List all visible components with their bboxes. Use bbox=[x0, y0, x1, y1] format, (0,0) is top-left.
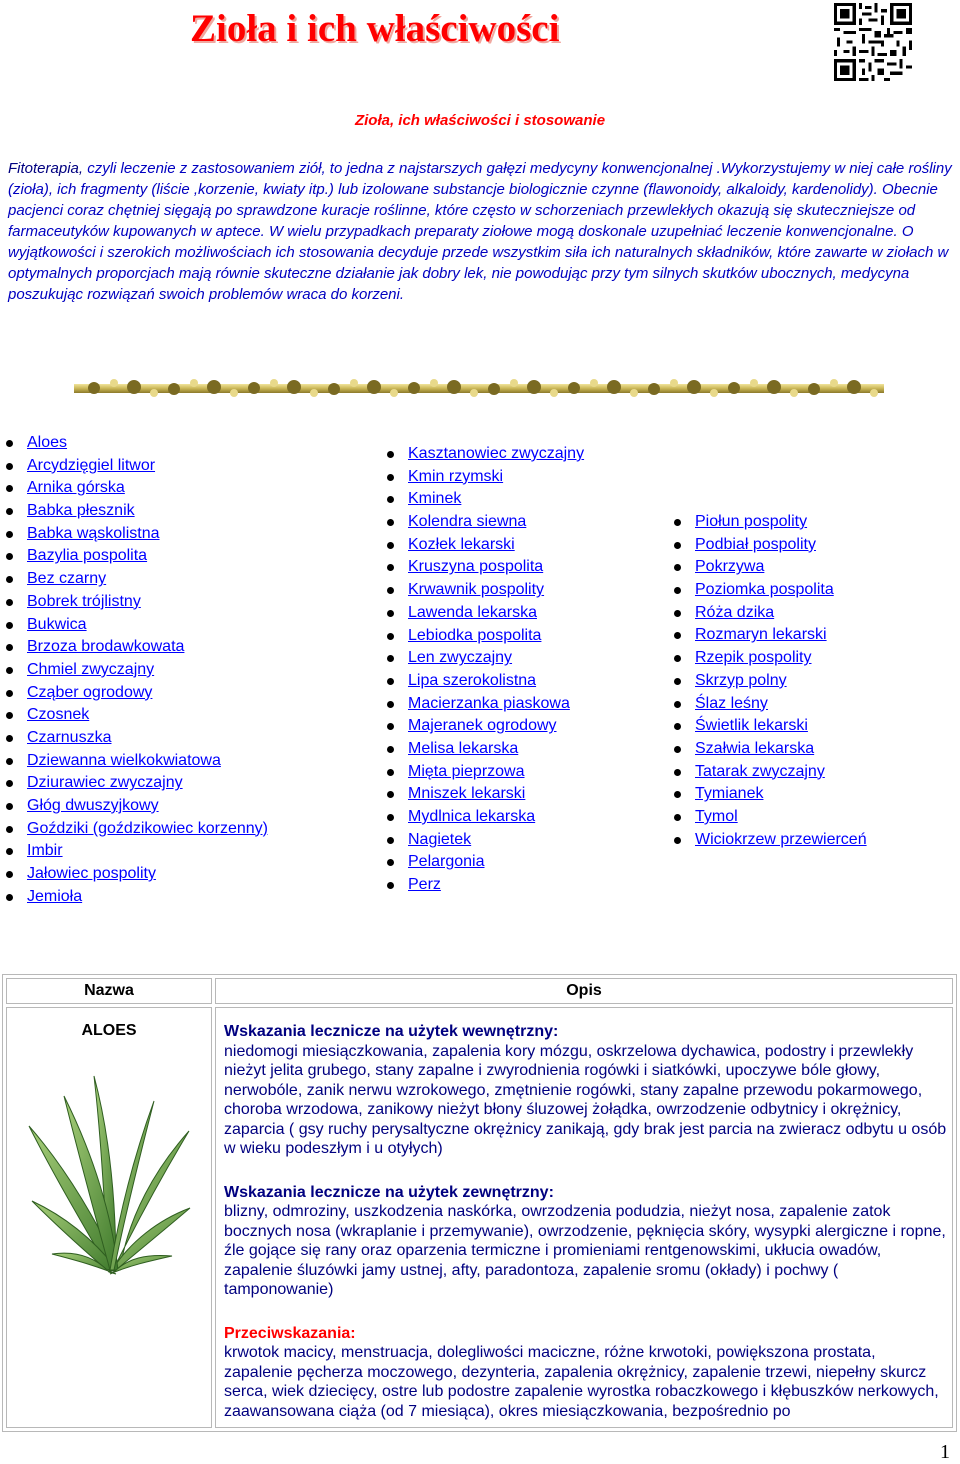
list-item bbox=[383, 625, 584, 648]
herb-link[interactable]: Babka wąskolistna bbox=[27, 524, 160, 542]
herb-link[interactable]: Macierzanka piaskowa bbox=[408, 694, 570, 712]
list-item bbox=[2, 477, 268, 500]
herb-link[interactable]: Tymianek bbox=[695, 785, 764, 803]
list-item bbox=[2, 455, 268, 478]
aloe-plant-image bbox=[24, 1056, 194, 1286]
herb-link[interactable]: Świetlik lekarski bbox=[695, 717, 808, 735]
contraindications-text: krwotok macicy, menstruacja, dolegliwości maciczne, różne krwotoki, powiększona prostata, zapalenie pęcherza moczowego, dezynteria, zapalenia okrężnicy, zapalenie trzewi, niepełny skurcz serca, wiek dziecięcy, ostre lub podostre zapalenie wyrostka robaczkowego i kłębuszków nerkowych, zaawansowana ciąża (od 7 miesiąca), okres miesiączkowania, bezpośrednio po bbox=[224, 1344, 939, 1420]
herb-link[interactable]: Chmiel zwyczajny bbox=[27, 660, 155, 678]
list-item bbox=[383, 738, 584, 761]
herb-link[interactable]: Jałowiec pospolity bbox=[27, 865, 156, 883]
herb-description-cell bbox=[215, 1007, 953, 1428]
list-item bbox=[2, 682, 268, 705]
herb-link[interactable]: Bukwica bbox=[27, 615, 87, 633]
herb-link[interactable]: Kolendra siewna bbox=[408, 513, 527, 531]
herb-link[interactable]: Cząber ogrodowy bbox=[27, 683, 153, 701]
list-item bbox=[2, 500, 268, 523]
list-item bbox=[2, 704, 268, 727]
list-item bbox=[2, 545, 268, 568]
herb-link[interactable]: Podbiał pospolity bbox=[695, 535, 816, 553]
herb-link[interactable]: Pokrzywa bbox=[695, 558, 765, 576]
herb-link[interactable]: Len zwyczajny bbox=[408, 649, 513, 667]
page-title: Zioła i ich właściwości bbox=[190, 7, 560, 50]
herb-link[interactable]: Kozłek lekarski bbox=[408, 535, 515, 553]
herb-link[interactable]: Głóg dwuszyjkowy bbox=[27, 797, 159, 814]
herb-link[interactable]: Arnika górska bbox=[27, 479, 125, 497]
herb-name-cell bbox=[6, 1007, 212, 1428]
list-item bbox=[383, 511, 584, 534]
herb-link[interactable]: Krwawnik pospolity bbox=[408, 581, 545, 599]
list-item bbox=[2, 750, 268, 773]
herb-link[interactable]: Dziewanna wielkokwiatowa bbox=[27, 751, 221, 769]
table-row bbox=[6, 1007, 953, 1428]
list-item bbox=[383, 851, 584, 874]
list-item bbox=[383, 670, 584, 693]
list-item bbox=[383, 715, 584, 738]
herb-description-table bbox=[2, 974, 957, 1432]
list-item bbox=[670, 670, 867, 693]
list-item bbox=[670, 806, 867, 829]
list-item bbox=[670, 579, 867, 602]
herb-link[interactable]: Aloes bbox=[27, 434, 68, 451]
herb-link[interactable]: Tatarak zwyczajny bbox=[695, 762, 825, 780]
list-item bbox=[2, 659, 268, 682]
herb-link[interactable]: Imbir bbox=[27, 842, 63, 860]
intro-lead: Fitoterapia, bbox=[8, 160, 84, 177]
list-item bbox=[383, 443, 584, 466]
page-number: 1 bbox=[940, 1441, 950, 1463]
herb-link[interactable]: Szałwia lekarska bbox=[695, 739, 815, 757]
list-item bbox=[383, 556, 584, 579]
herb-link[interactable]: Lebiodka pospolita bbox=[408, 626, 542, 644]
external-use-text: blizny, odmroziny, uszkodzenia naskórka, owrzodzenia podudzia, nieżyt nosa, zapalenie zatok bocznych nosa (wkraplanie i przemywanie), owrzodzenie, pęknięcia skóry, wysypki alergiczne i ropne, źle gojące się rany oraz oparzenia termiczne i promieniami rentgenowskimi, ukłucia owadów, zapalenie śluzówki jamy ustnej, afty, paradontoza, zapalenie sromu (okłady) i pochwy ( tamponowanie) bbox=[224, 1203, 946, 1298]
list-item bbox=[670, 511, 867, 534]
list-item bbox=[670, 624, 867, 647]
list-item bbox=[383, 806, 584, 829]
list-item bbox=[383, 761, 584, 784]
list-item bbox=[670, 829, 867, 852]
herb-link[interactable]: Nagietek bbox=[408, 830, 472, 848]
list-item bbox=[670, 761, 867, 784]
intro-paragraph bbox=[8, 158, 953, 305]
herb-link[interactable]: Arcydzięgiel litwor bbox=[27, 456, 156, 474]
intro-text: czyli leczenie z zastosowaniem ziół, to jedna z najstarszych gałęzi medycyny konwencjonalnej .Wykorzystujemy w niej całe rośliny (zioła), ich fragmenty (liście ,korzenie, kwiaty itp.) lub izolowane substancje biologicznie czynne (flawonoidy, alkaloidy, kardenolidy). Obecnie pacjenci coraz chętniej sięgają po sprawdzone kuracje roślinne, które często w schorzeniach przewlekłych okazują się skuteczniejsze od farmaceutyków kupowanych w aptece. W wielu przypadkach preparaty ziołowe mogą doskonale uzupełniać leczenie konwencjonalne. O wyjątkowości i szerokich możliwościach ich stosowania decyduje przede wszystkim siła ich naturalnych składników, które zawarte w ziołach w optymalnych proporcjach mają równie skuteczne działanie jak dobry lek, nie powodując przy tym silnych skutków ubocznych, medycyna poszukując rozwiązań swoich problemów wraca do korzeni. bbox=[8, 160, 952, 303]
herb-link[interactable]: Dziurawiec zwyczajny bbox=[27, 774, 183, 792]
herb-link[interactable]: Mięta pieprzowa bbox=[408, 762, 525, 780]
list-item bbox=[2, 886, 268, 909]
page-subtitle: Zioła, ich właściwości i stosowanie bbox=[354, 112, 606, 129]
list-item bbox=[383, 783, 584, 806]
list-item bbox=[670, 556, 867, 579]
herb-link[interactable]: Jemioła bbox=[27, 887, 83, 905]
herb-link[interactable]: Poziomka pospolita bbox=[695, 581, 834, 599]
list-item bbox=[2, 568, 268, 591]
herb-link[interactable]: Wiciokrzew przewierceń bbox=[695, 830, 867, 848]
herb-link[interactable]: Lipa szerokolistna bbox=[408, 671, 537, 689]
list-item bbox=[383, 647, 584, 670]
list-item bbox=[2, 863, 268, 886]
herb-link[interactable]: Kminek bbox=[408, 490, 462, 508]
list-item bbox=[2, 840, 268, 863]
list-item bbox=[2, 818, 268, 841]
herb-link[interactable]: Tymol bbox=[695, 807, 738, 825]
list-item bbox=[2, 772, 268, 795]
herb-link[interactable]: Kmin rzymski bbox=[408, 467, 504, 485]
herb-link[interactable]: Mniszek lekarski bbox=[408, 785, 526, 803]
list-item bbox=[670, 738, 867, 761]
list-item bbox=[2, 432, 268, 455]
list-item bbox=[383, 829, 584, 852]
list-item bbox=[2, 523, 268, 546]
list-item bbox=[383, 579, 584, 602]
herb-list-column-2 bbox=[383, 443, 584, 897]
decorative-border-image bbox=[74, 375, 884, 401]
list-item bbox=[670, 534, 867, 557]
herb-link[interactable]: Rozmaryn lekarski bbox=[695, 626, 827, 644]
herb-link[interactable]: Kruszyna pospolita bbox=[408, 558, 544, 576]
herb-list-column-3 bbox=[670, 511, 867, 851]
list-item bbox=[670, 715, 867, 738]
herb-link[interactable]: Bazylia pospolita bbox=[27, 547, 148, 565]
herb-link[interactable]: Ślaz leśny bbox=[695, 694, 768, 712]
herb-link[interactable]: Pelargonia bbox=[408, 853, 485, 871]
herb-link[interactable]: Majeranek ogrodowy bbox=[408, 717, 557, 735]
list-item bbox=[670, 602, 867, 625]
herb-link[interactable]: Mydlnica lekarska bbox=[408, 808, 536, 825]
column-header-description: Opis bbox=[215, 978, 953, 1004]
herb-link[interactable]: Babka płesznik bbox=[27, 502, 135, 520]
list-item bbox=[383, 874, 584, 897]
herb-link[interactable]: Czosnek bbox=[27, 706, 90, 724]
herb-link[interactable]: Goździki (goździkowiec korzenny) bbox=[27, 819, 268, 837]
list-item bbox=[383, 602, 584, 625]
herb-link[interactable]: Brzoza brodawkowata bbox=[27, 638, 185, 656]
list-item bbox=[670, 693, 867, 716]
list-item bbox=[383, 488, 584, 511]
herb-link[interactable]: Czarnuszka bbox=[27, 728, 112, 746]
list-item bbox=[2, 727, 268, 750]
table-header-row bbox=[6, 978, 953, 1004]
list-item bbox=[383, 466, 584, 489]
herb-link[interactable]: Bez czarny bbox=[27, 570, 107, 588]
list-item bbox=[670, 647, 867, 670]
list-item bbox=[670, 783, 867, 806]
list-item bbox=[2, 636, 268, 659]
contraindications-heading: Przeciwskazania: bbox=[224, 1324, 356, 1342]
herb-link[interactable]: Kasztanowiec zwyczajny bbox=[408, 445, 585, 462]
herb-list-column-1 bbox=[2, 432, 268, 908]
herb-link[interactable]: Piołun pospolity bbox=[695, 513, 808, 530]
qr-code-icon bbox=[834, 3, 912, 81]
external-use-heading: Wskazania lecznicze na użytek zewnętrzny: bbox=[224, 1183, 554, 1201]
herb-link[interactable]: Perz bbox=[408, 876, 441, 894]
herb-link[interactable]: Lawenda lekarska bbox=[408, 603, 537, 621]
herb-link[interactable]: Rzepik pospolity bbox=[695, 649, 812, 667]
herb-link[interactable]: Melisa lekarska bbox=[408, 739, 519, 757]
column-header-name: Nazwa bbox=[6, 978, 212, 1004]
internal-use-heading: Wskazania lecznicze na użytek wewnętrzny: bbox=[224, 1023, 559, 1040]
list-item bbox=[2, 591, 268, 614]
list-item bbox=[2, 614, 268, 637]
list-item bbox=[383, 534, 584, 557]
herb-name: ALOES bbox=[81, 1022, 137, 1039]
internal-use-text: niedomogi miesiączkowania, zapalenia kory mózgu, oskrzelowa dychawica, podostry i przewlekły nieżyt jelita grubego, stany zapalne i zwyrodnienia rogówki i siatkówki, upoczywe bóle głowy, nerwobóle, zanik nerwu wzrokowego, zmętnienie rogówki, stany zapalne przewodu pokarmowego, choroba wrzodowa, zanikowy nieżyt błony śluzowej żołądka, owrzodzenie odbytnicy i okrężnicy, zaparcia ( gsy ruchy perysaltyczne okrężnicy zanikają, gdy brak jest parcia na zwieracz odbytu u osób w wieku podeszłym i u otyłych) bbox=[224, 1042, 947, 1157]
list-item bbox=[2, 795, 268, 818]
herb-link[interactable]: Skrzyp polny bbox=[695, 671, 787, 689]
herb-link[interactable]: Bobrek trójlistny bbox=[27, 592, 141, 610]
herb-link[interactable]: Róża dzika bbox=[695, 603, 775, 621]
list-item bbox=[383, 693, 584, 716]
